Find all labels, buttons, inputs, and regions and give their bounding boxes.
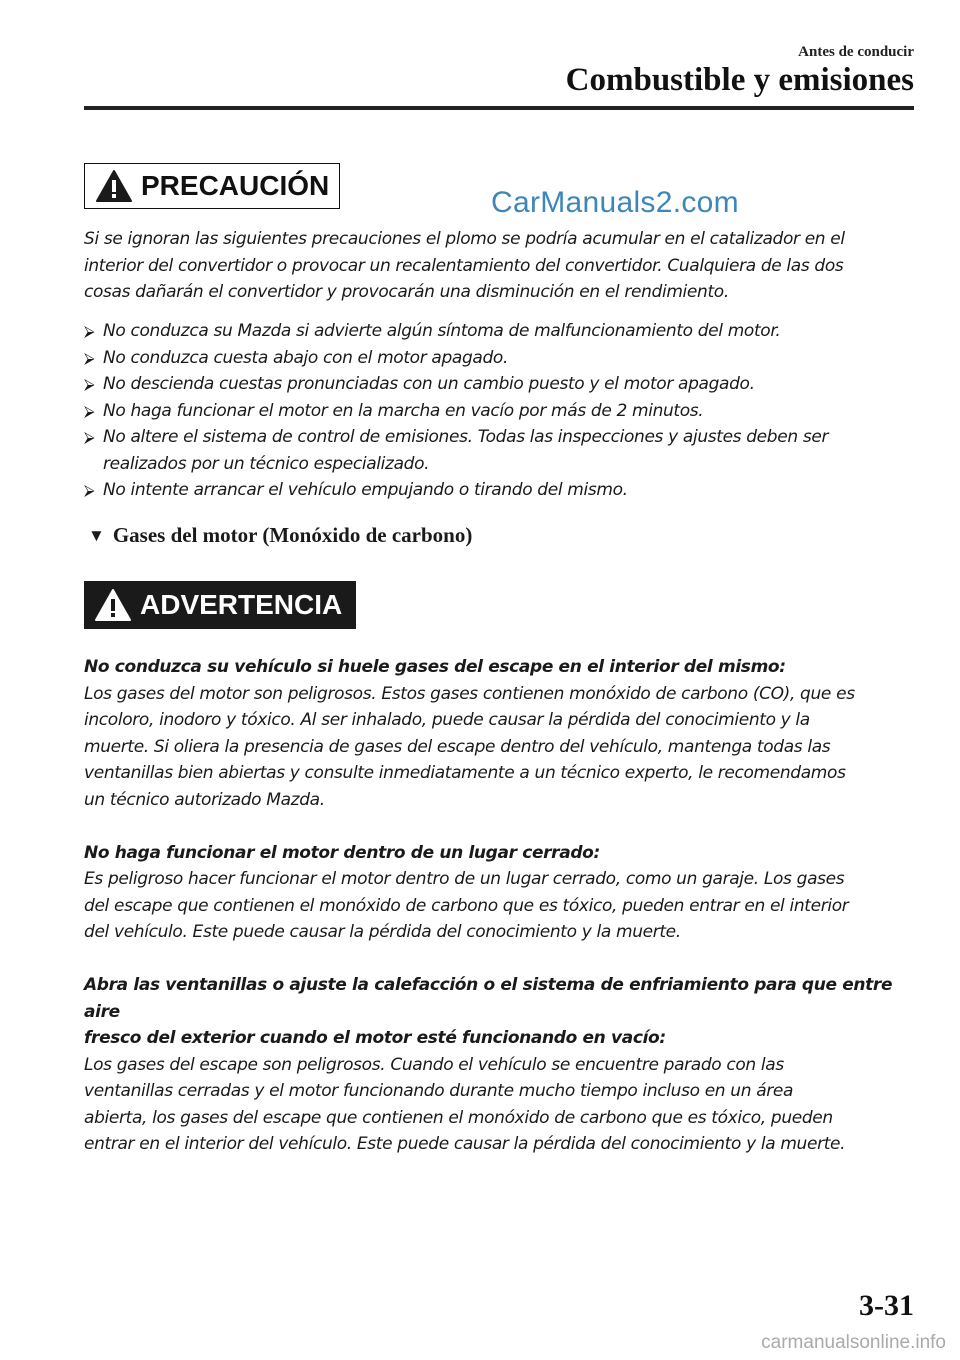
caution-bullet-line: No altere el sistema de control de emisiones. Todas las inspecciones y ajustes deben ser (103, 427, 829, 447)
warning-paragraph-line: Los gases del motor son peligrosos. Estos gases contienen monóxido de carbono (CO), que es (84, 683, 855, 704)
section-title: Gases del motor (Monóxido de carbono) (112, 523, 473, 547)
warning-paragraph-heading: fresco del exterior cuando el motor esté funcionando en vacío: (84, 1028, 666, 1048)
caution-bullet-item (84, 477, 914, 504)
warning-paragraph-line: del escape que contienen el monóxido de carbono que es tóxico, pueden entrar en el interior (84, 895, 849, 916)
header-section-label: Antes de conducir (798, 44, 914, 60)
caution-box (84, 163, 340, 209)
paragraph-gap (84, 946, 914, 973)
warning-paragraph-line: incoloro, inodoro y tóxico. Al ser inhalado, puede causar la pérdida del conocimiento y la (84, 710, 810, 730)
caution-intro-line: interior del convertidor o provocar un recalentamiento del convertidor. Cualquiera de las dos (84, 255, 844, 276)
header-rule (84, 106, 914, 110)
caution-bullet-item (84, 318, 914, 345)
caution-label: PRECAUCIÓN (141, 170, 330, 201)
caution-bullet-item (84, 398, 914, 425)
caution-bullet-line: No conduzca cuesta abajo con el motor apagado. (103, 347, 509, 368)
warning-paragraph-line: un técnico autorizado Mazda. (84, 789, 325, 810)
warning-paragraph-heading: No haga funcionar el motor dentro de un lugar cerrado: (84, 842, 600, 863)
caution-bullet-line: No intente arrancar el vehículo empujando o tirando del mismo. (103, 480, 628, 500)
section-marker-icon: ▼ (88, 525, 105, 545)
caution-intro (84, 226, 914, 306)
warning-paragraph-line: muerte. Si oliera la presencia de gases del escape dentro del vehículo, mantenga todas las (84, 736, 831, 757)
caution-bullet-line: realizados por un técnico especializado. (103, 453, 430, 474)
bullet-arrow-icon: ⮚ (84, 481, 95, 499)
warning-paragraph-line: entrar en el interior del vehículo. Este puede causar la pérdida del conocimiento y la muerte. (84, 1134, 846, 1154)
paragraph-gap (84, 813, 914, 840)
bullet-arrow-icon: ⮚ (84, 428, 95, 446)
warning-label: ADVERTENCIA (140, 589, 343, 620)
warning-triangle-icon (95, 169, 133, 203)
warning-body (84, 654, 914, 1158)
warning-box (84, 581, 356, 629)
caution-bullet-item (84, 345, 914, 372)
page-title: Combustible y emisiones (565, 62, 914, 98)
warning-paragraph-heading: Abra las ventanillas o ajuste la calefacción o el sistema de enfriamiento para que entre aire (84, 975, 893, 1022)
caution-bullet-item (84, 424, 914, 477)
caution-bullet-line: No descienda cuestas pronunciadas con un cambio puesto y el motor apagado. (103, 374, 755, 394)
bullet-arrow-icon: ⮚ (84, 375, 95, 393)
section-heading (88, 523, 472, 548)
warning-paragraph-line: Los gases del escape son peligrosos. Cuando el vehículo se encuentre parado con las (84, 1054, 784, 1075)
caution-bullet-line: No conduzca su Mazda si advierte algún síntoma de malfuncionamiento del motor. (103, 321, 781, 341)
caution-bullet-item (84, 371, 914, 398)
caution-bullets (84, 318, 914, 504)
warning-paragraph-line: ventanillas cerradas y el motor funcionando durante mucho tiempo incluso en un área (84, 1081, 794, 1101)
watermark-link[interactable]: CarManuals2.com (491, 186, 739, 219)
caution-intro-line: Si se ignoran las siguientes precauciones el plomo se podría acumular en el catalizador en el (84, 229, 845, 249)
warning-paragraph-line: abierta, los gases del escape que contienen el monóxido de carbono que es tóxico, pueden (84, 1107, 833, 1128)
warning-triangle-icon (94, 588, 132, 622)
bullet-arrow-icon: ⮚ (84, 401, 95, 420)
caution-bullet-line: No haga funcionar el motor en la marcha en vacío por más de 2 minutos. (103, 400, 704, 421)
bullet-arrow-icon: ⮚ (84, 322, 95, 340)
caution-intro-line: cosas dañarán el convertidor y provocarán una disminución en el rendimiento. (84, 282, 729, 302)
warning-paragraph-line: ventanillas bien abiertas y consulte inmediatamente a un técnico experto, le recomendamos (84, 763, 846, 783)
bullet-arrow-icon: ⮚ (84, 348, 95, 367)
caution-bullet-list (84, 318, 914, 504)
footer-watermark[interactable]: carmanualsonline.info (761, 1332, 946, 1353)
warning-paragraph-line: del vehículo. Este puede causar la pérdida del conocimiento y la muerte. (84, 922, 681, 942)
warning-paragraph-heading: No conduzca su vehículo si huele gases del escape en el interior del mismo: (84, 657, 786, 677)
page-number: 3-31 (859, 1289, 914, 1322)
warning-paragraph-line: Es peligroso hacer funcionar el motor dentro de un lugar cerrado, como un garaje. Los gases (84, 869, 845, 889)
